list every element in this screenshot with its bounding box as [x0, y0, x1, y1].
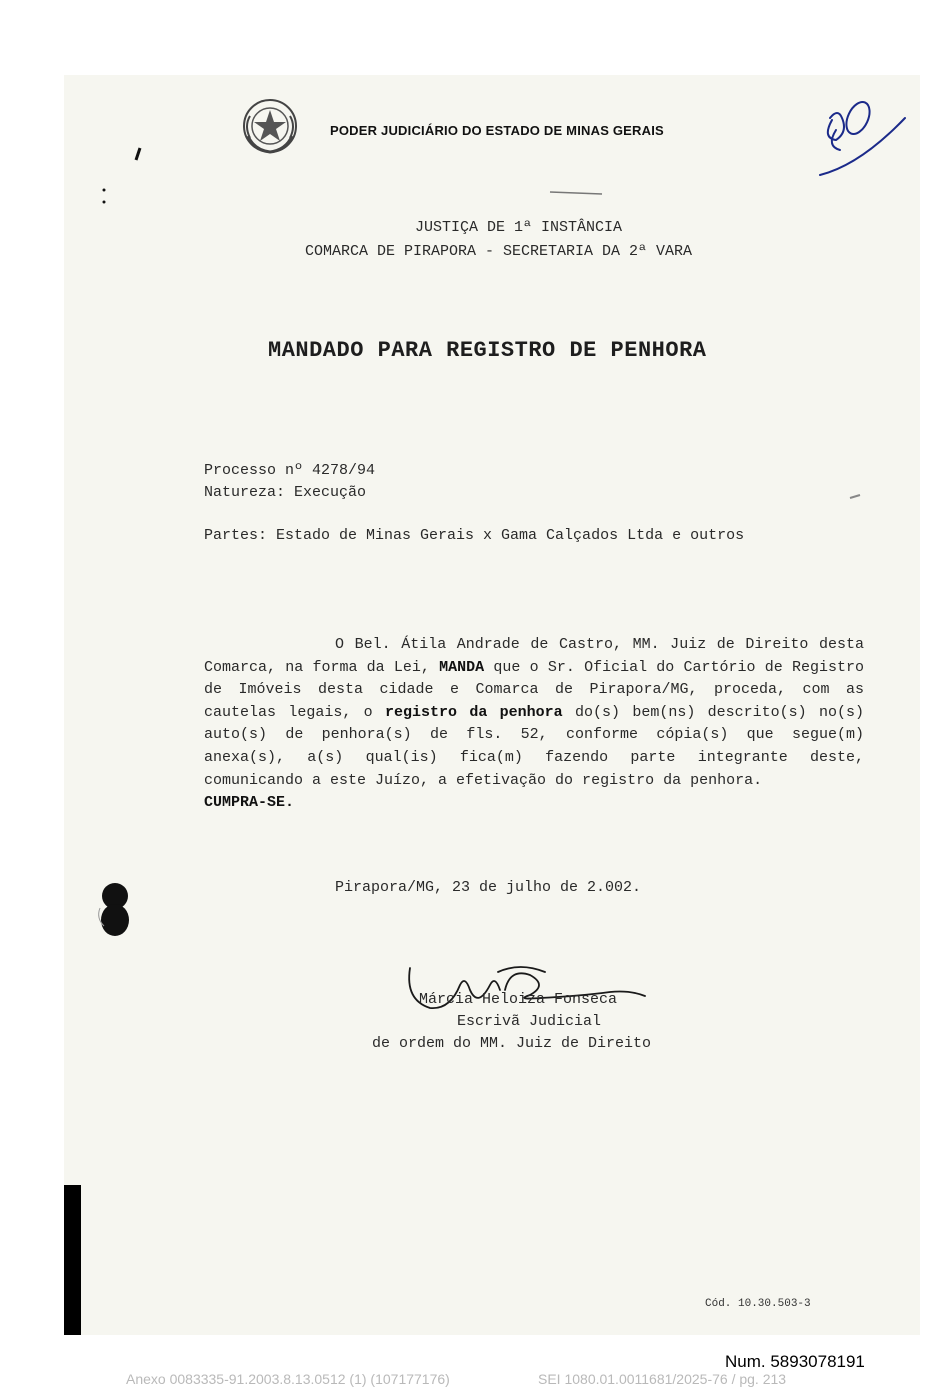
court-instance: JUSTIÇA DE 1ª INSTÂNCIA — [415, 219, 623, 236]
signatory-name: Márcia Heloiza Fonseca — [419, 991, 618, 1008]
body-part1: O Bel. Átila Andrade de Castro, MM. Juiz de Direito desta Comarca, na forma da Lei, — [204, 636, 864, 676]
case-parties: Partes: Estado de Minas Gerais x Gama Calçados Ltda e outros — [204, 527, 745, 544]
stamp-number: Num. 5893078191 — [725, 1352, 865, 1371]
case-nature: Natureza: Execução — [204, 484, 367, 501]
signatory-role: Escrivã Judicial — [457, 1013, 602, 1030]
body-manda: MANDA — [439, 658, 485, 676]
footer-sei-ref: SEI 1080.01.0011681/2025-76 / pg. 213 — [538, 1371, 787, 1387]
institution-header: PODER JUDICIÁRIO DO ESTADO DE MINAS GERAIS — [330, 123, 664, 138]
signatory-order: de ordem do MM. Juiz de Direito — [372, 1035, 652, 1052]
footer-attachment-ref: Anexo 0083335-91.2003.8.13.0512 (1) (107177176) — [126, 1371, 450, 1387]
scan-edge-bar — [64, 1185, 81, 1335]
document-title: MANDADO PARA REGISTRO DE PENHORA — [268, 338, 707, 363]
form-code: Cód. 10.30.503-3 — [705, 1298, 811, 1310]
body-part2: que o Sr. Oficial do Cartório de Registro de Imóveis desta cidade e Comarca de Pirapora/MG, proceda, com as cautelas legais, o — [204, 658, 864, 721]
body-part3: do(s) bem(ns) descrito(s) no(s) auto(s) de penhora(s) de fls. 52, conforme cópia(s) que segue(m) anexa(s), a(s) qual(is) fica(m) fazendo parte integrante deste, comunicando a este Juízo, a efetivação do registro da penhora. — [204, 703, 864, 789]
case-number: Processo nº 4278/94 — [204, 462, 376, 479]
place-date: Pirapora/MG, 23 de julho de 2.002. — [335, 879, 642, 896]
court-district: COMARCA DE PIRAPORA - SECRETARIA DA 2ª VARA — [305, 243, 693, 260]
closing-order: CUMPRA-SE. — [204, 794, 295, 812]
body-registro: registro da penhora — [385, 703, 563, 721]
